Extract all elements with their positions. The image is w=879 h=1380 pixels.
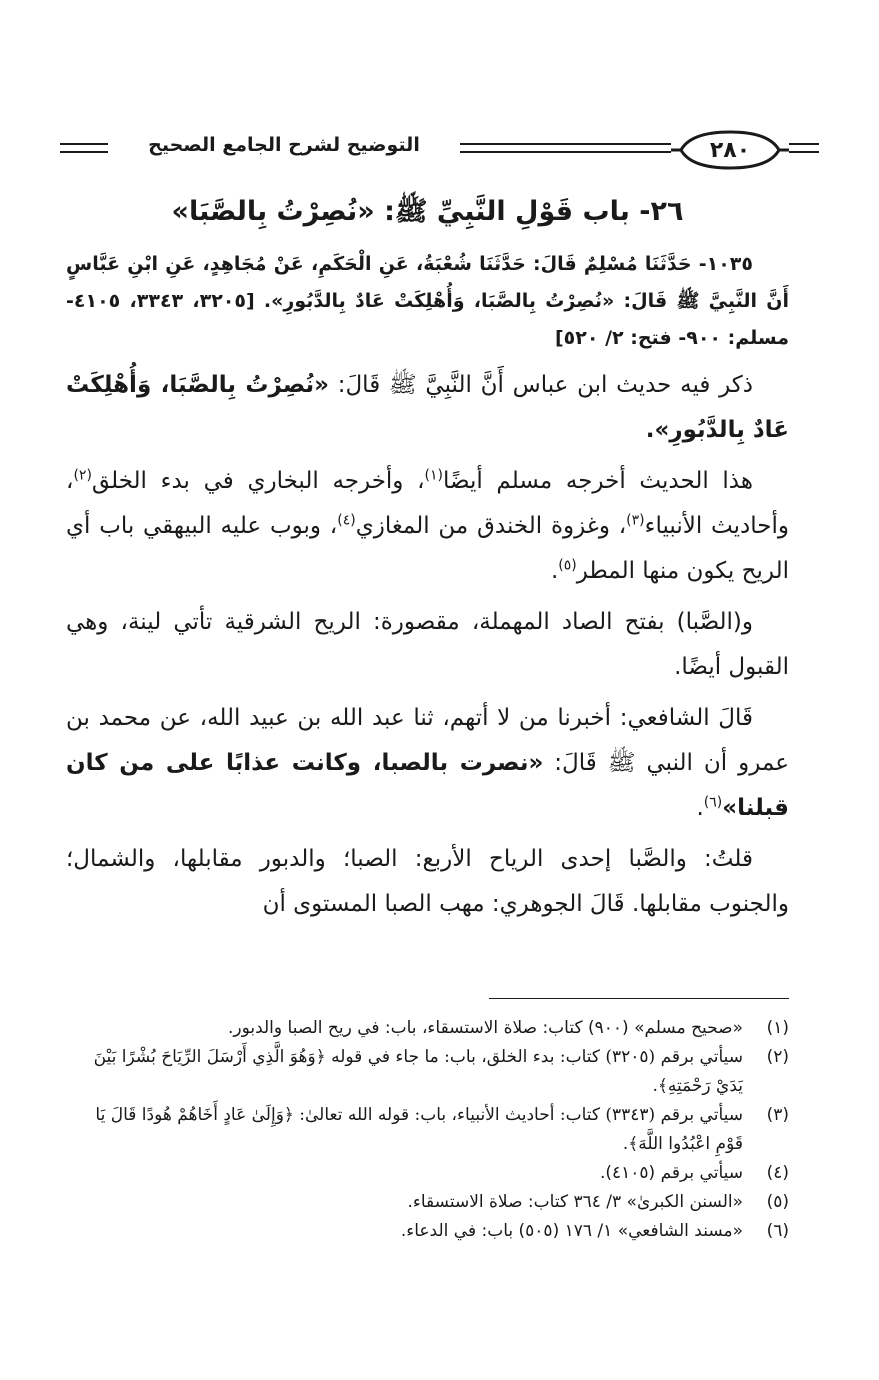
- paragraph-5: قلتُ: والصَّبا إحدى الرياح الأربع: الصبا؛ والدبور مقابلها، والشمال؛ والجنوب مقابلها. قَالَ الجوهري: مهب الصبا المستوى أن: [66, 846, 789, 917]
- footnote-item: [66, 1043, 789, 1101]
- paragraph-4: [66, 696, 789, 831]
- paragraph-2: [66, 459, 789, 594]
- footnote-item: [66, 1101, 789, 1159]
- header-rule-left: [60, 143, 108, 153]
- paragraph-2-text-f: .: [550, 558, 559, 584]
- footnote-text: «السنن الكبرىٰ» ٣/ ٣٦٤ كتاب: صلاة الاستسقاء.: [407, 1192, 743, 1212]
- footnote-ref-2[interactable]: (٢): [73, 467, 92, 484]
- footnote-text: سيأتي برقم (٣٢٠٥) كتاب: بدء الخلق، باب: ما جاء في قوله ﴿وَهُوَ الَّذِي أَرْسَلَ الرِّيَاحَ بُشْرًا بَيْنَ يَدَيْ رَحْمَتِهِ﴾.: [93, 1047, 743, 1096]
- paragraph-1: [66, 363, 789, 453]
- footnote-ref-4[interactable]: (٤): [337, 512, 356, 529]
- header-rule-middle: [460, 143, 671, 153]
- footnote-item: [66, 1014, 789, 1043]
- footnote-number: (٥): [766, 1192, 789, 1212]
- header-rule-right: [789, 143, 819, 153]
- page-number: ٢٨٠: [709, 137, 751, 163]
- paragraph-4-end: .: [696, 795, 704, 821]
- footnote-number: (٢): [766, 1047, 789, 1067]
- paragraph-2-text-b: ، وأخرجه البخاري في بدء الخلق: [91, 468, 425, 494]
- paragraph-2-text-d: ، وغزوة الخندق من المغازي: [355, 513, 627, 539]
- paragraph-4-text: قَالَ الشافعي: أخبرنا من لا أتهم، ثنا عبد الله بن عبيد الله، عن محمد بن عمرو أن النبي ﷺ قَالَ:: [66, 705, 789, 776]
- footnote-number: (١): [766, 1018, 789, 1038]
- footnote-ref-6[interactable]: (٦): [703, 794, 723, 811]
- footnote-item: [66, 1159, 789, 1188]
- footnote-text: سيأتي برقم (٤١٠٥).: [599, 1163, 743, 1183]
- footnote-number: (٦): [766, 1221, 789, 1241]
- footnotes-list: [66, 1014, 789, 1246]
- running-title: التوضيح لشرح الجامع الصحيح: [148, 134, 420, 156]
- footnote-text: «صحيح مسلم» (٩٠٠) كتاب: صلاة الاستسقاء، باب: في ريح الصبا والدبور.: [227, 1018, 743, 1038]
- main-text: [66, 194, 789, 927]
- footnote-text: سيأتي برقم (٣٣٤٣) كتاب: أحاديث الأنبياء، باب: قوله الله تعالىٰ: ﴿وَإِلَىٰ عَادٍ أَخَاهُمْ هُودًا قَالَ يَا قَوْمِ اعْبُدُوا اللَّهَ﴾.: [95, 1105, 743, 1154]
- footnote-ref-5[interactable]: (٥): [558, 557, 577, 574]
- footnote-number: (٣): [766, 1105, 789, 1125]
- paragraph-3: و(الصَّبا) بفتح الصاد المهملة، مقصورة: الريح الشرقية تأتي لينة، وهي القبول أيضًا.: [66, 609, 789, 680]
- paragraph-2-text-a: هذا الحديث أخرجه مسلم أيضًا: [443, 468, 753, 494]
- footnote-text: «مسند الشافعي» ١/ ١٧٦ (٥٠٥) باب: في الدعاء.: [400, 1221, 743, 1241]
- footnote-ref-1[interactable]: (١): [424, 467, 443, 484]
- paragraph-4-quote: «نصرت بالصبا، وكانت عذابًا على من كان قبلنا»: [66, 750, 789, 821]
- footnote-separator: [489, 998, 789, 999]
- footnote-ref-3[interactable]: (٣): [626, 512, 645, 529]
- footnote-item: [66, 1217, 789, 1246]
- footnote-item: [66, 1188, 789, 1217]
- page-number-badge: [671, 130, 789, 170]
- paragraph-2-text-e: ، وبوب عليه البيهقي باب أي الريح يكون منها المطر: [66, 513, 789, 584]
- chapter-title: ٢٦- باب قَوْلِ النَّبِيِّ ﷺ: «نُصِرْتُ بِالصَّبَا»: [171, 196, 684, 227]
- footnote-number: (٤): [766, 1163, 789, 1183]
- paragraph-1-quote: «نُصِرْتُ بِالصَّبَا، وَأُهْلِكَتْ عَادٌ بِالدَّبُورِ».: [66, 372, 789, 443]
- hadith-text: ١٠٣٥- حَدَّثَنَا مُسْلِمٌ قَالَ: حَدَّثَنَا شُعْبَةُ، عَنِ الْحَكَمِ، عَنْ مُجَاهِدٍ، عَنِ ابْنِ عَبَّاسٍ أَنَّ النَّبِيَّ ﷺ قَالَ: «نُصِرْتُ بِالصَّبَا، وَأُهْلِكَتْ عَادٌ بِالدَّبُورِ». [٣٢٠٥، ٣٣٤٣، ٤١٠٥- مسلم: ٩٠٠- فتح: ٢/ ٥٢٠]: [66, 253, 789, 349]
- paragraph-2-text-c: ، وأحاديث الأنبياء: [66, 468, 789, 539]
- paragraph-1-text: ذكر فيه حديث ابن عباس أَنَّ النَّبِيَّ ﷺ قَالَ:: [329, 372, 753, 398]
- running-header: [60, 130, 819, 176]
